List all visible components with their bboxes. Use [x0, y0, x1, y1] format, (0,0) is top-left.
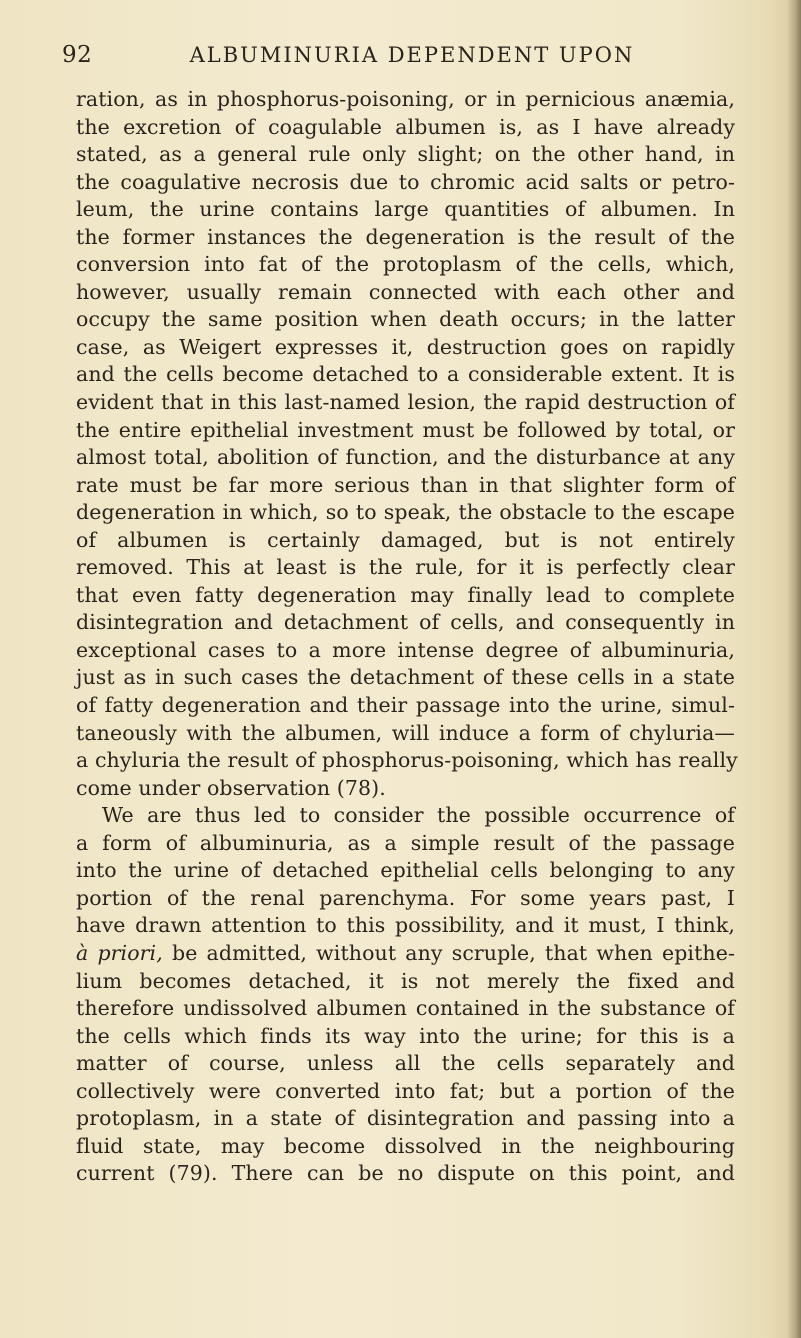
text-line: and the cells become detached to a considerable extent. It is — [76, 362, 735, 387]
paragraph-start-line: We are thus led to consider the possible occurrence of — [102, 803, 735, 828]
text-line: the entire epithelial investment must be followed by total, or — [76, 417, 735, 442]
text-line: lium becomes detached, it is not merely the fixed and — [76, 968, 735, 993]
text-line: the cells which finds its way into the urine; for this is a — [76, 1023, 735, 1048]
italic-phrase: à priori, — [76, 940, 163, 965]
text-line-with-italic — [76, 940, 735, 968]
text-line: that even fatty degeneration may finally lead to complete — [76, 582, 735, 607]
text-line: current (79). There can be no dispute on this point, and — [76, 1161, 735, 1186]
text-line: a form of albuminuria, as a simple result of the passage — [76, 830, 735, 855]
text-line: removed. This at least is the rule, for it is perfectly clear — [76, 555, 735, 580]
text-line: taneously with the albumen, will induce a form of chyluria— — [76, 720, 735, 745]
text-line: collectively were converted into fat; but a portion of the — [76, 1078, 735, 1103]
text-line: conversion into fat of the protoplasm of the cells, which, — [76, 252, 735, 277]
running-head: ALBUMINURIA DEPENDENT UPON — [189, 43, 635, 67]
page-header — [62, 42, 762, 72]
text-line: a chyluria the result of phosphorus-poisoning, which has really — [76, 748, 738, 773]
text-line: into the urine of detached epithelial cells belonging to any — [76, 858, 735, 883]
page-edge-shadow — [787, 0, 801, 1338]
text-line: of albumen is certainly damaged, but is not entirely — [76, 527, 735, 552]
text-line: matter of course, unless all the cells separately and — [76, 1051, 735, 1076]
text-line: of fatty degeneration and their passage into the urine, simul- — [76, 693, 735, 718]
text-line: rate must be far more serious than in that slighter form of — [76, 472, 735, 497]
text-line: stated, as a general rule only slight; on the other hand, in — [76, 142, 735, 167]
text-line: case, as Weigert expresses it, destruction goes on rapidly — [76, 334, 735, 359]
text-line: leum, the urine contains large quantities of albumen. In — [76, 197, 735, 222]
text-line: occupy the same position when death occurs; in the latter — [76, 307, 735, 332]
text-line: protoplasm, in a state of disintegration and passing into a — [76, 1106, 735, 1131]
text-line: almost total, abolition of function, and the disturbance at any — [76, 445, 735, 470]
line-remainder: be admitted, without any scruple, that when epithe- — [171, 940, 735, 965]
text-line: have drawn attention to this possibility, and it must, I think, — [76, 913, 735, 938]
text-line: the coagulative necrosis due to chromic acid salts or petro- — [76, 169, 735, 194]
text-line: exceptional cases to a more intense degree of albuminuria, — [76, 637, 735, 662]
text-line: however, usually remain connected with each other and — [76, 279, 735, 304]
paragraph-end-line: come under observation (78). — [76, 775, 386, 800]
text-line: portion of the renal parenchyma. For some years past, I — [76, 885, 735, 910]
body-text — [76, 86, 738, 1188]
text-line: the excretion of coagulable albumen is, as I have already — [76, 114, 735, 139]
text-line: degeneration in which, so to speak, the obstacle to the escape — [76, 500, 735, 525]
text-line: evident that in this last-named lesion, the rapid destruction of — [76, 390, 735, 415]
text-line: the former instances the degeneration is the result of the — [76, 224, 735, 249]
text-line: therefore undissolved albumen contained in the substance of — [76, 996, 735, 1021]
text-line: fluid state, may become dissolved in the neighbouring — [76, 1133, 735, 1158]
text-line: just as in such cases the detachment of these cells in a state — [76, 665, 735, 690]
page-number: 92 — [62, 42, 93, 68]
text-line: ration, as in phosphorus-poisoning, or in pernicious anæmia, — [76, 87, 735, 111]
text-line: disintegration and detachment of cells, and consequently in — [76, 610, 735, 635]
